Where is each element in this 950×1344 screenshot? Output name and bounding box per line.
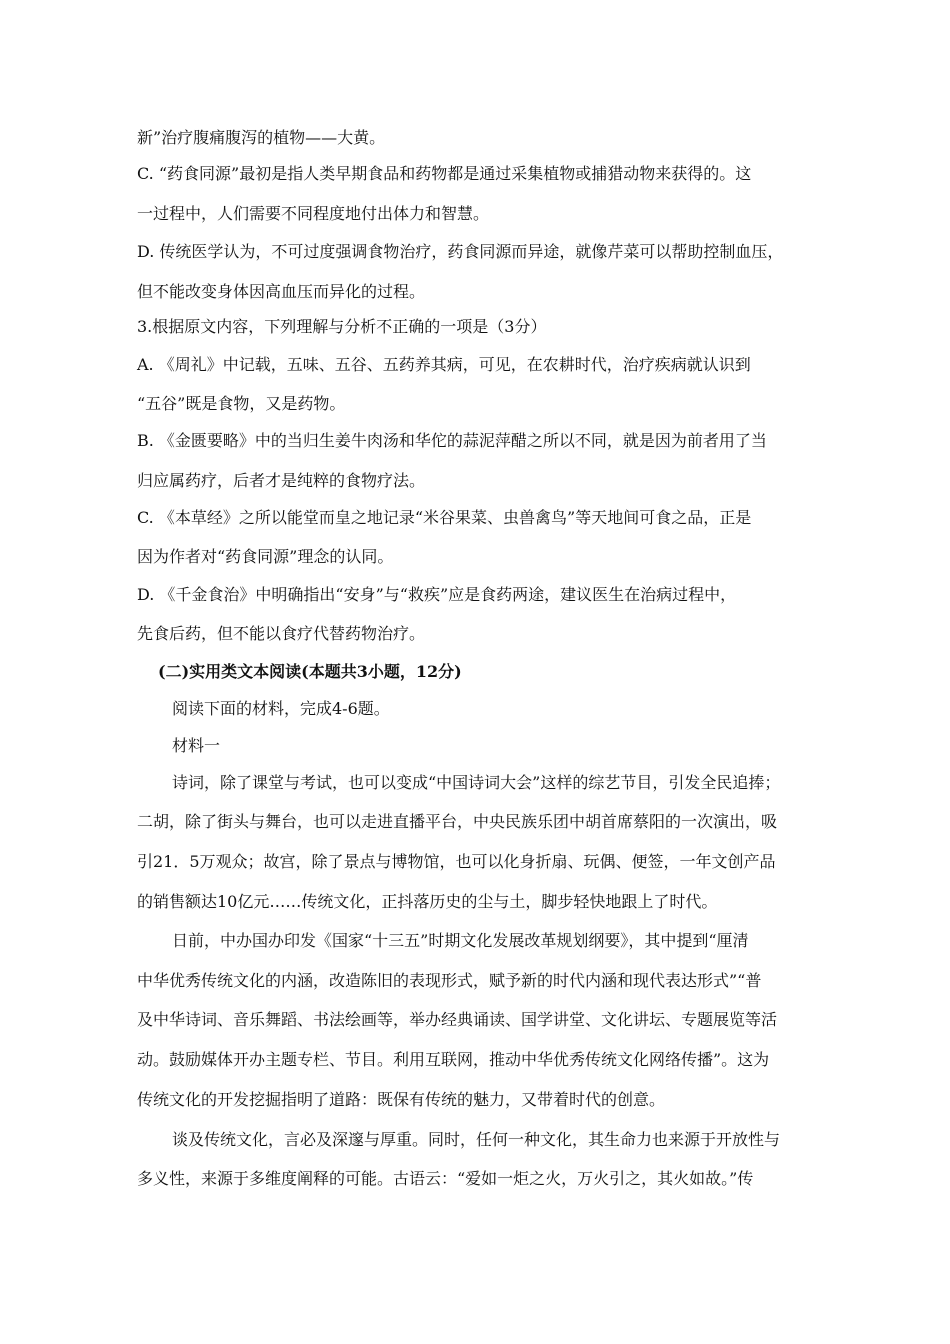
paragraph-line: 及中华诗词、音乐舞蹈、书法绘画等，举办经典诵读、国学讲堂、文化讲坛、专题展览等活 [137,1010,778,1029]
option-d-line: D. 传统医学认为，不可过度强调食物治疗，药食同源而异途，就像芹菜可以帮助控制血压， [137,242,784,261]
paragraph-line: 引21．5万观众；故宫，除了景点与博物馆，也可以化身折扇、玩偶、便签，一年文创产品 [137,852,776,871]
text-line: 归应属药疗，后者才是纯粹的食物疗法。 [137,471,426,490]
text-line: 先食后药，但不能以食疗代替药物治疗。 [137,624,426,643]
paragraph-line: 谈及传统文化，言必及深邃与厚重。同时，任何一种文化，其生命力也来源于开放性与 [172,1130,781,1149]
material-title: 材料一 [172,736,221,755]
paragraph-line: 的销售额达10亿元……传统文化，正抖落历史的尘与土，脚步轻快地跟上了时代。 [137,892,718,911]
option-c-line: C. “药食同源”最初是指人类早期食品和药物都是通过采集植物或捕猎动物来获得的。这 [137,164,752,183]
text-line: 因为作者对“药食同源”理念的认同。 [137,547,394,566]
section-heading: (二)实用类文本阅读(本题共3小题，12分) [158,662,462,681]
option-b-line: B. 《金匮要略》中的当归生姜牛肉汤和华佗的蒜泥萍醋之所以不同，就是因为前者用了当 [137,431,767,450]
text-line: 但不能改变身体因高血压而异化的过程。 [137,282,426,301]
paragraph-line: 二胡，除了街头与舞台，也可以走进直播平台，中央民族乐团中胡首席蔡阳的一次演出，吸 [137,812,778,831]
paragraph-line: 诗词，除了课堂与考试，也可以变成“中国诗词大会”这样的综艺节目，引发全民追捧； [172,773,781,792]
question-3-stem: 3.根据原文内容，下列理解与分析不正确的一项是（3分） [137,317,547,336]
option-d-line: D. 《千金食治》中明确指出“安身”与“救疾”应是食药两途，建议医生在治病过程中， [137,585,737,604]
paragraph-line: 日前，中办国办印发《国家“十三五”时期文化发展改革规划纲要》，其中提到“厘清 [172,931,749,950]
paragraph-line: 动。鼓励媒体开办主题专栏、节目。利用互联网，推动中华优秀传统文化网络传播”。这为 [137,1050,770,1069]
text-line: “五谷”既是食物，又是药物。 [137,394,346,413]
instruction-line: 阅读下面的材料，完成4-6题。 [172,699,390,718]
paragraph-line: 传统文化的开发挖掘指明了道路：既保有传统的魅力，又带着时代的创意。 [137,1090,666,1109]
paragraph-line: 中华优秀传统文化的内涵，改造陈旧的表现形式，赋予新的时代内涵和现代表达形式”“普 [137,971,762,990]
option-a-line: A. 《周礼》中记载，五味、五谷、五药养其病，可见，在农耕时代，治疗疾病就认识到 [137,355,751,374]
text-line: 新”治疗腹痛腹泻的植物——大黄。 [137,128,386,147]
paragraph-line: 多义性，来源于多维度阐释的可能。古语云：“爱如一炬之火，万火引之，其火如故。”传 [137,1169,754,1188]
text-line: 一过程中，人们需要不同程度地付出体力和智慧。 [137,204,490,223]
option-c-line: C. 《本草经》之所以能堂而皇之地记录“米谷果菜、虫兽禽鸟”等天地间可食之品，正是 [137,508,752,527]
